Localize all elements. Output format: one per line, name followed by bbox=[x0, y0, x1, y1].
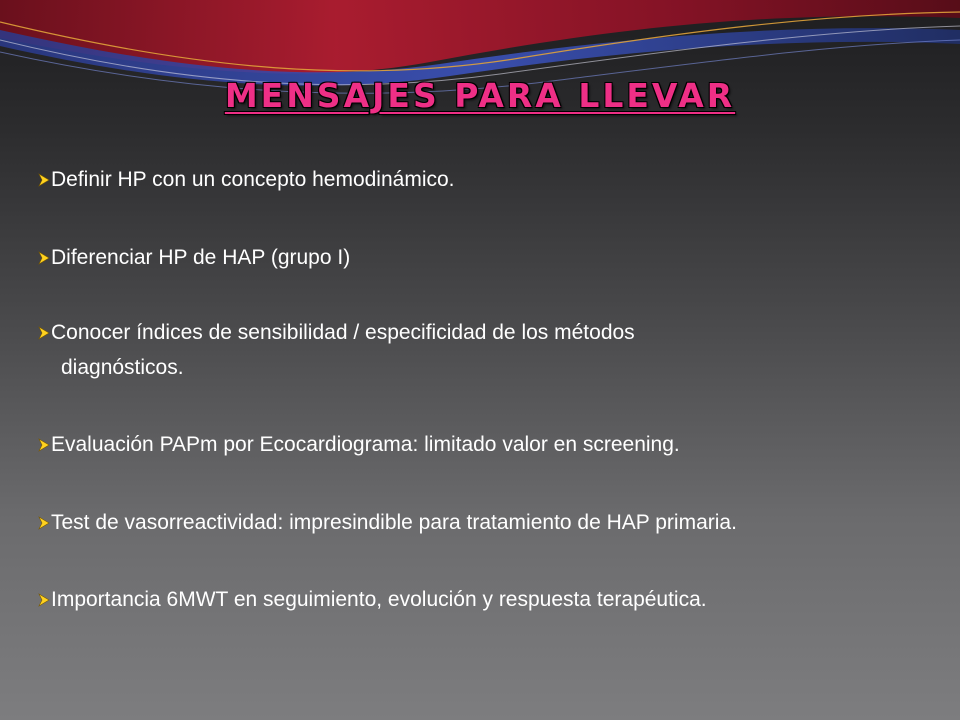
bullet-text: Definir HP con un concepto hemodinámico. bbox=[51, 168, 455, 191]
bullet-text: Conocer índices de sensibilidad / especificidad de los métodos bbox=[51, 321, 635, 344]
bullet-continuation-text: diagnósticos. bbox=[61, 356, 184, 379]
arrowhead-bullet-icon bbox=[38, 593, 50, 607]
arrowhead-bullet-icon bbox=[38, 251, 50, 265]
bullet-item bbox=[38, 240, 350, 275]
bullet-text: Diferenciar HP de HAP (grupo I) bbox=[51, 246, 351, 269]
bullet-item bbox=[38, 582, 707, 617]
slide-title: MENSAJES PARA LLEVAR bbox=[224, 76, 736, 115]
bullet-text: Evaluación PAPm por Ecocardiograma: limitado valor en screening. bbox=[51, 433, 680, 456]
bullet-text: Importancia 6MWT en seguimiento, evolución y respuesta terapéutica. bbox=[51, 588, 707, 611]
arrowhead-bullet-icon bbox=[38, 173, 50, 187]
bullet-item bbox=[38, 505, 737, 540]
bullet-item bbox=[38, 427, 680, 462]
bullet-item bbox=[38, 162, 455, 197]
arrowhead-bullet-icon bbox=[38, 516, 50, 530]
bullet-item bbox=[38, 315, 635, 385]
bullet-text: Test de vasorreactividad: impresindible para tratamiento de HAP primaria. bbox=[51, 511, 737, 534]
arrowhead-bullet-icon bbox=[38, 326, 50, 340]
arrowhead-bullet-icon bbox=[38, 438, 50, 452]
